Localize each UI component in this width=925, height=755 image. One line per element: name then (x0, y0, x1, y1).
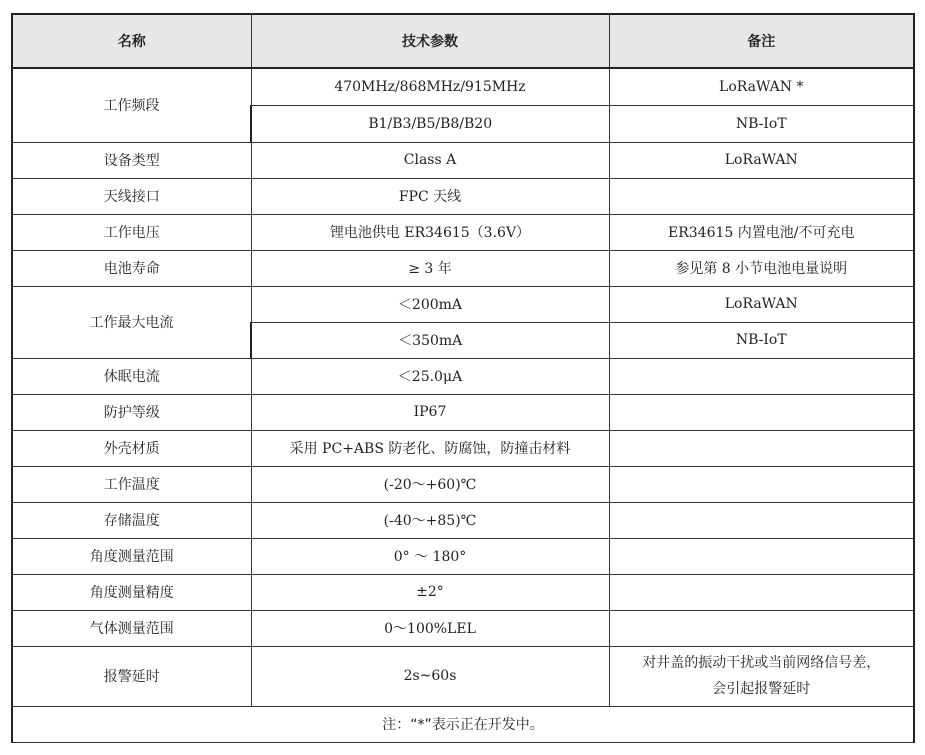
row-spec: ＜200mA (251, 286, 609, 322)
alarm-note-line-1: 对井盖的振动干扰或当前网络信号差， (642, 655, 881, 671)
footnote: 注：“*”表示正在开发中。 (12, 706, 914, 742)
row-remark (609, 538, 914, 574)
row-name: 工作最大电流 (12, 286, 251, 358)
row-spec: 锂电池供电 ER34615（3.6V） (251, 214, 609, 250)
row-remark: LoRaWAN (609, 142, 914, 178)
row-name: 休眠电流 (12, 358, 251, 394)
table-row (12, 178, 914, 214)
row-name: 电池寿命 (12, 250, 251, 286)
row-name: 角度测量范围 (12, 538, 251, 574)
table-row (12, 214, 914, 250)
row-remark: NB-IoT (609, 322, 914, 358)
row-remark: 参见第 8 小节电池电量说明 (609, 250, 914, 286)
spec-table (11, 13, 915, 743)
table-row (12, 646, 914, 706)
row-remark: LoRaWAN * (609, 68, 914, 105)
row-remark (609, 610, 914, 646)
row-name: 工作频段 (12, 68, 251, 142)
table-row (12, 250, 914, 286)
row-name: 防护等级 (12, 394, 251, 430)
table-row (12, 466, 914, 502)
table-row (12, 142, 914, 178)
row-name: 外壳材质 (12, 430, 251, 466)
table-row (12, 430, 914, 466)
table-row (12, 502, 914, 538)
header-spec: 技术参数 (251, 14, 609, 68)
row-remark (609, 178, 914, 214)
table-header-row (12, 14, 914, 68)
row-spec: ＜350mA (251, 322, 609, 358)
row-spec: ＜25.0μA (251, 358, 609, 394)
row-spec: IP67 (251, 394, 609, 430)
row-spec: 0～100%LEL (251, 610, 609, 646)
row-remark (609, 574, 914, 610)
row-name: 报警延时 (12, 646, 251, 706)
row-name: 工作温度 (12, 466, 251, 502)
row-spec: FPC 天线 (251, 178, 609, 214)
row-spec: (-20～+60)℃ (251, 466, 609, 502)
header-name: 名称 (12, 14, 251, 68)
row-name: 角度测量精度 (12, 574, 251, 610)
row-remark: NB-IoT (609, 105, 914, 142)
header-remark: 备注 (609, 14, 914, 68)
row-remark: ER34615 内置电池/不可充电 (609, 214, 914, 250)
row-remark: LoRaWAN (609, 286, 914, 322)
table-row (12, 538, 914, 574)
alarm-note-line-2: 会引起报警延时 (712, 681, 811, 697)
table-row (12, 610, 914, 646)
table-row (12, 358, 914, 394)
row-remark (609, 394, 914, 430)
row-spec: 0° ～ 180° (251, 538, 609, 574)
row-name: 天线接口 (12, 178, 251, 214)
row-remark (609, 646, 914, 706)
row-spec: 2s~60s (251, 646, 609, 706)
table-row (12, 68, 914, 105)
row-spec: 采用 PC+ABS 防老化、防腐蚀，防撞击材料 (251, 430, 609, 466)
row-spec: ±2° (251, 574, 609, 610)
table-row (12, 286, 914, 322)
row-spec: ≥ 3 年 (251, 250, 609, 286)
row-remark (609, 358, 914, 394)
table-row (12, 394, 914, 430)
row-remark (609, 502, 914, 538)
row-name: 存储温度 (12, 502, 251, 538)
footnote-row (12, 706, 914, 742)
row-name: 设备类型 (12, 142, 251, 178)
row-remark (609, 466, 914, 502)
table-row (12, 574, 914, 610)
row-name: 气体测量范围 (12, 610, 251, 646)
row-spec: 470MHz/868MHz/915MHz (251, 68, 609, 105)
row-remark (609, 430, 914, 466)
row-spec: (-40～+85)℃ (251, 502, 609, 538)
row-spec: Class A (251, 142, 609, 178)
row-name: 工作电压 (12, 214, 251, 250)
row-spec: B1/B3/B5/B8/B20 (251, 105, 609, 142)
